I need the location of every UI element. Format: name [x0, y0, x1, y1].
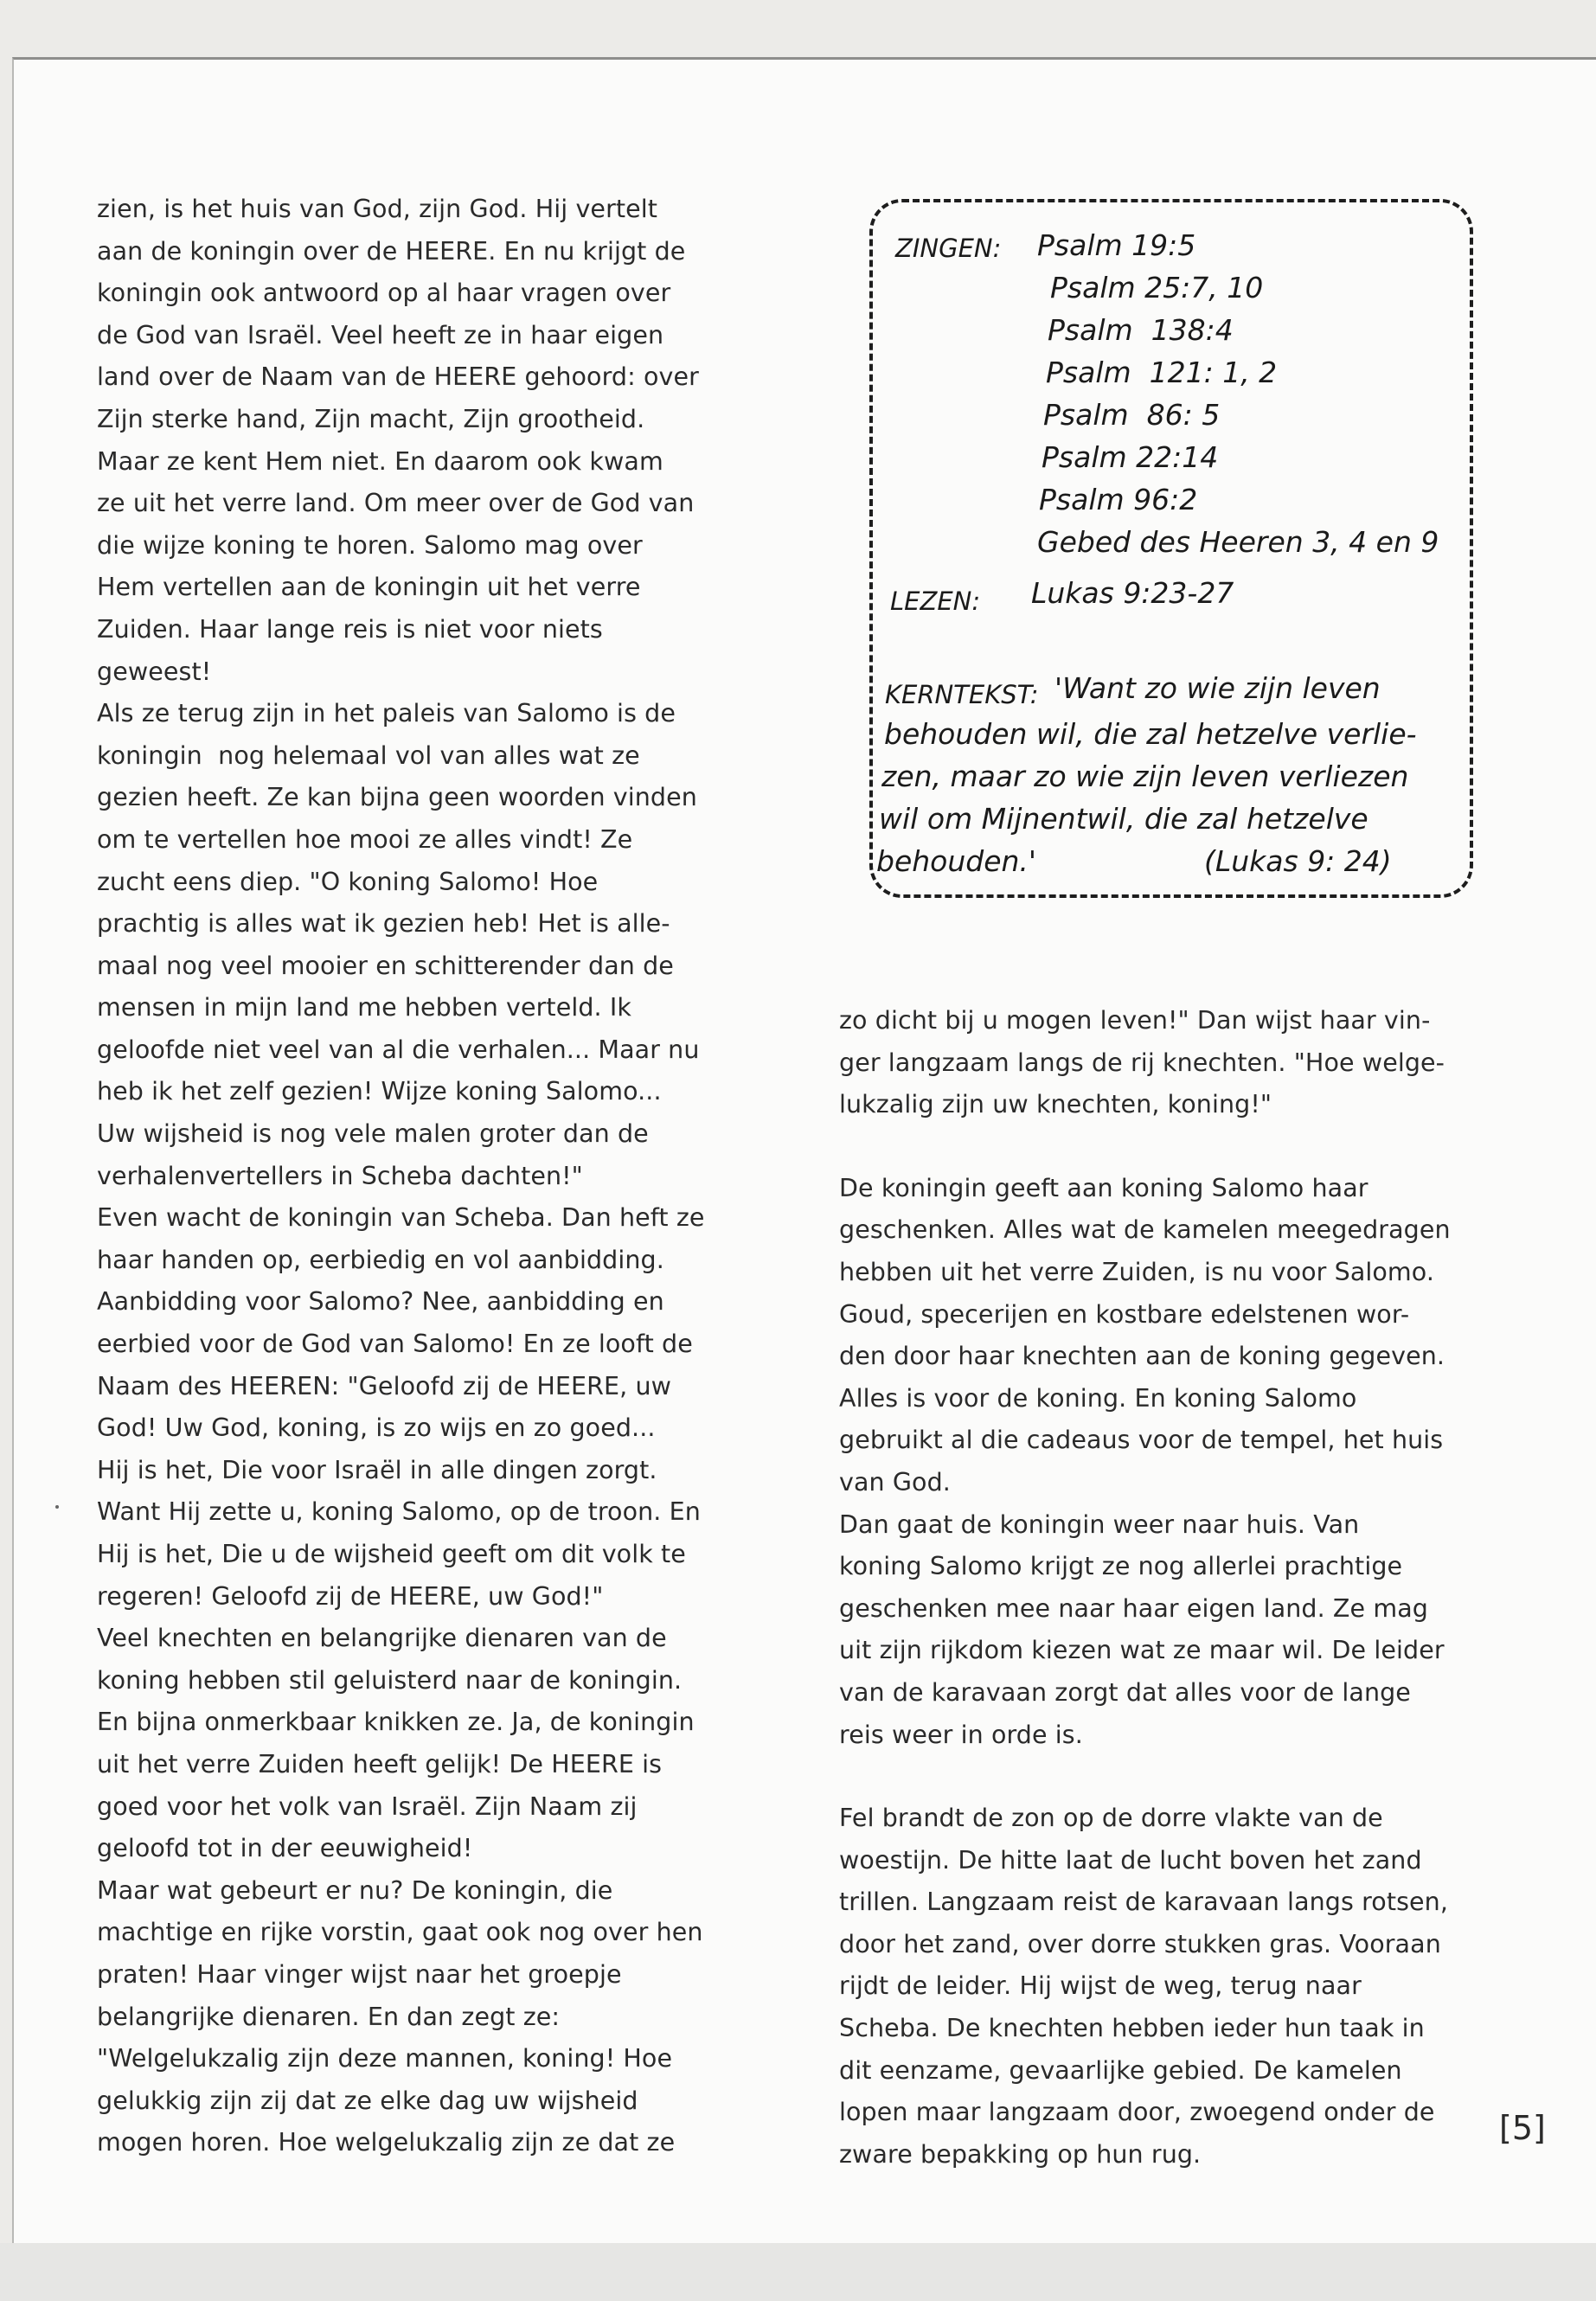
text-line: gebruikt al die cadeaus voor de tempel, het huis	[839, 1426, 1444, 1455]
text-line: lopen maar langzaam door, zwoegend onder de	[839, 2098, 1435, 2127]
text-line: den door haar knechten aan de koning gegeven.	[839, 1342, 1445, 1371]
song-item: Psalm 19:5	[1037, 228, 1196, 262]
text-line: Goud, specerijen en kostbare edelstenen wor-	[839, 1299, 1410, 1329]
text-line: Alles is voor de koning. En koning Salomo	[839, 1383, 1357, 1413]
text-line: zucht eens diep. "O koning Salomo! Hoe	[97, 867, 599, 896]
text-line: van God.	[839, 1467, 951, 1497]
text-line: Even wacht de koningin van Scheba. Dan heft ze	[97, 1203, 705, 1233]
text-line: God! Uw God, koning, is zo wijs en zo goed...	[97, 1413, 656, 1443]
text-line: goed voor het volk van Israël. Zijn Naam zij	[97, 1791, 638, 1821]
text-line: mensen in mijn land me hebben verteld. Ik	[97, 993, 631, 1022]
kerntekst-line: behouden wil, die zal hetzelve verlie-	[884, 717, 1417, 751]
text-line: Uw wijsheid is nog vele malen groter dan de	[97, 1119, 649, 1149]
text-line: koningin ook antwoord op al haar vragen over	[97, 279, 671, 308]
text-line: gezien heeft. Ze kan bijna geen woorden vinden	[97, 783, 697, 812]
text-line: om te vertellen hoe mooi ze alles vindt! Ze	[97, 824, 633, 854]
text-line: dit eenzame, gevaarlijke gebied. De kamelen	[839, 2055, 1402, 2085]
song-item: Psalm 138:4	[1048, 313, 1234, 347]
song-item: Gebed des Heeren 3, 4 en 9	[1037, 525, 1439, 559]
text-line: door het zand, over dorre stukken gras. Vooraan	[839, 1929, 1441, 1958]
song-item: Psalm 25:7, 10	[1050, 271, 1264, 304]
text-line: "Welgelukzalig zijn deze mannen, koning! Hoe	[97, 2044, 673, 2073]
text-line: koningin nog helemaal vol van alles wat ze	[97, 740, 640, 770]
song-item: Psalm 96:2	[1039, 483, 1198, 516]
kerntekst-line: zen, maar zo wie zijn leven verliezen	[881, 760, 1409, 793]
text-line: verhalenvertellers in Scheba dachten!"	[97, 1161, 583, 1190]
text-line: Maar ze kent Hem niet. En daarom ook kwam	[97, 446, 663, 476]
text-line: Maar wat gebeurt er nu? De koningin, die	[97, 1875, 613, 1905]
text-line: Veel knechten en belangrijke dienaren van de	[97, 1624, 667, 1653]
paragraph	[839, 1798, 1471, 2176]
text-line: zware bepakking op hun rug.	[839, 2139, 1202, 2169]
text-line: Aanbidding voor Salomo? Nee, aanbidding en	[97, 1287, 664, 1317]
text-line: De koningin geeft aan koning Salomo haar	[839, 1173, 1368, 1202]
right-column	[839, 1000, 1471, 2176]
text-line: Hem vertellen aan de koningin uit het verre	[97, 573, 641, 602]
text-line: van de karavaan zorgt dat alles voor de lange	[839, 1677, 1411, 1707]
lezen-label: LEZEN:	[890, 586, 981, 616]
text-line: Zijn sterke hand, Zijn macht, Zijn grootheid.	[97, 404, 645, 433]
text-line: land over de Naam van de HEERE gehoord: over	[97, 362, 699, 392]
text-line: Want Hij zette u, koning Salomo, op de troon. En	[97, 1497, 701, 1527]
text-line: rijdt de leider. Hij wijst de weg, terug naar	[839, 1971, 1362, 2001]
text-line: reis weer in orde is.	[839, 1720, 1083, 1749]
song-item: Psalm 86: 5	[1043, 398, 1221, 432]
text-line: geschenken. Alles wat de kamelen meegedragen	[839, 1215, 1451, 1245]
text-line: maal nog veel mooier en schitterender dan de	[97, 951, 674, 980]
text-line: aan de koningin over de HEERE. En nu krijgt de	[97, 236, 686, 266]
paragraph	[839, 1168, 1471, 1756]
song-item: Psalm 121: 1, 2	[1046, 356, 1278, 389]
text-line: Dan gaat de koningin weer naar huis. Van	[839, 1509, 1360, 1539]
text-line: koning hebben stil geluisterd naar de koningin.	[97, 1665, 683, 1695]
text-line: gelukkig zijn zij dat ze elke dag uw wijsheid	[97, 2086, 638, 2115]
text-line: de God van Israël. Veel heeft ze in haar eigen	[97, 320, 664, 349]
text-line: regeren! Geloofd zij de HEERE, uw God!"	[97, 1581, 604, 1611]
kerntekst-line: behouden.'	[876, 844, 1036, 878]
text-line: hebben uit het verre Zuiden, is nu voor Salomo.	[839, 1257, 1434, 1286]
text-line: uit het verre Zuiden heeft gelijk! De HEERE is	[97, 1749, 663, 1779]
text-line: geweest!	[97, 657, 212, 686]
song-item: Psalm 22:14	[1042, 440, 1219, 474]
text-line: En bijna onmerkbaar knikken ze. Ja, de koningin	[97, 1708, 695, 1737]
liturgy-box	[869, 199, 1473, 898]
text-line: praten! Haar vinger wijst naar het groepje	[97, 1959, 622, 1989]
text-line: Naam des HEEREN: "Geloofd zij de HEERE, uw	[97, 1371, 672, 1400]
speck-mark	[55, 1505, 59, 1509]
kerntekst-line: 'Want zo wie zijn leven	[1054, 671, 1381, 705]
text-line: machtige en rijke vorstin, gaat ook nog over hen	[97, 1918, 703, 1947]
text-line: koning Salomo krijgt ze nog allerlei prachtige	[839, 1552, 1403, 1581]
text-line: heb ik het zelf gezien! Wijze koning Salomo...	[97, 1077, 662, 1106]
paragraph-gap	[839, 1126, 1471, 1168]
text-line: woestijn. De hitte laat de lucht boven het zand	[839, 1845, 1422, 1875]
text-line: Fel brandt de zon op de dorre vlakte van de	[839, 1804, 1383, 1833]
kerntekst-line: wil om Mijnentwil, die zal hetzelve	[879, 802, 1368, 836]
text-line: Zuiden. Haar lange reis is niet voor niets	[97, 614, 603, 644]
text-line: geloofd tot in der eeuwigheid!	[97, 1834, 473, 1863]
paragraph-gap	[839, 1756, 1471, 1798]
text-line: prachtig is alles wat ik gezien heb! Het is alle-	[97, 909, 670, 939]
text-line: Hij is het, Die voor Israël in alle dingen zorgt.	[97, 1455, 657, 1484]
text-line: Hij is het, Die u de wijsheid geeft om dit volk te	[97, 1540, 686, 1568]
kerntekst-reference: (Lukas 9: 24)	[1204, 844, 1392, 878]
paragraph	[839, 1000, 1471, 1126]
scan-bottom-margin	[0, 2243, 1596, 2301]
text-line: Als ze terug zijn in het paleis van Salomo is de	[97, 699, 676, 728]
page-number: [5]	[1499, 2109, 1546, 2147]
text-line: trillen. Langzaam reist de karavaan langs rotsen,	[839, 1888, 1448, 1917]
text-line: ger langzaam langs de rij knechten. "Hoe welge-	[839, 1048, 1445, 1077]
text-line: die wijze koning te horen. Salomo mag over	[97, 530, 643, 560]
text-line: lukzalig zijn uw knechten, koning!"	[839, 1090, 1272, 1119]
text-line: Scheba. De knechten hebben ieder hun taak in	[839, 2014, 1425, 2043]
text-line: uit zijn rijkdom kiezen wat ze maar wil. De leider	[839, 1636, 1445, 1665]
text-line: mogen horen. Hoe welgelukzalig zijn ze dat ze	[97, 2128, 676, 2157]
kerntekst-label: KERNTEKST:	[885, 680, 1039, 709]
lezen-text: Lukas 9:23-27	[1031, 576, 1234, 610]
text-line: haar handen op, eerbiedig en vol aanbidding.	[97, 1245, 664, 1274]
zingen-label: ZINGEN:	[895, 234, 1002, 263]
text-line: geloofde niet veel van al die verhalen... Maar nu	[97, 1035, 700, 1064]
text-line: zo dicht bij u mogen leven!" Dan wijst haar vin-	[839, 1006, 1431, 1035]
text-line: belangrijke dienaren. En dan zegt ze:	[97, 2002, 561, 2031]
text-line: geschenken mee naar haar eigen land. Ze mag	[839, 1593, 1428, 1623]
text-line: zien, is het huis van God, zijn God. Hij vertelt	[97, 195, 658, 223]
text-line: ze uit het verre land. Om meer over de God van	[97, 489, 695, 518]
left-column	[97, 189, 737, 2164]
text-line: eerbied voor de God van Salomo! En ze looft de	[97, 1330, 693, 1359]
